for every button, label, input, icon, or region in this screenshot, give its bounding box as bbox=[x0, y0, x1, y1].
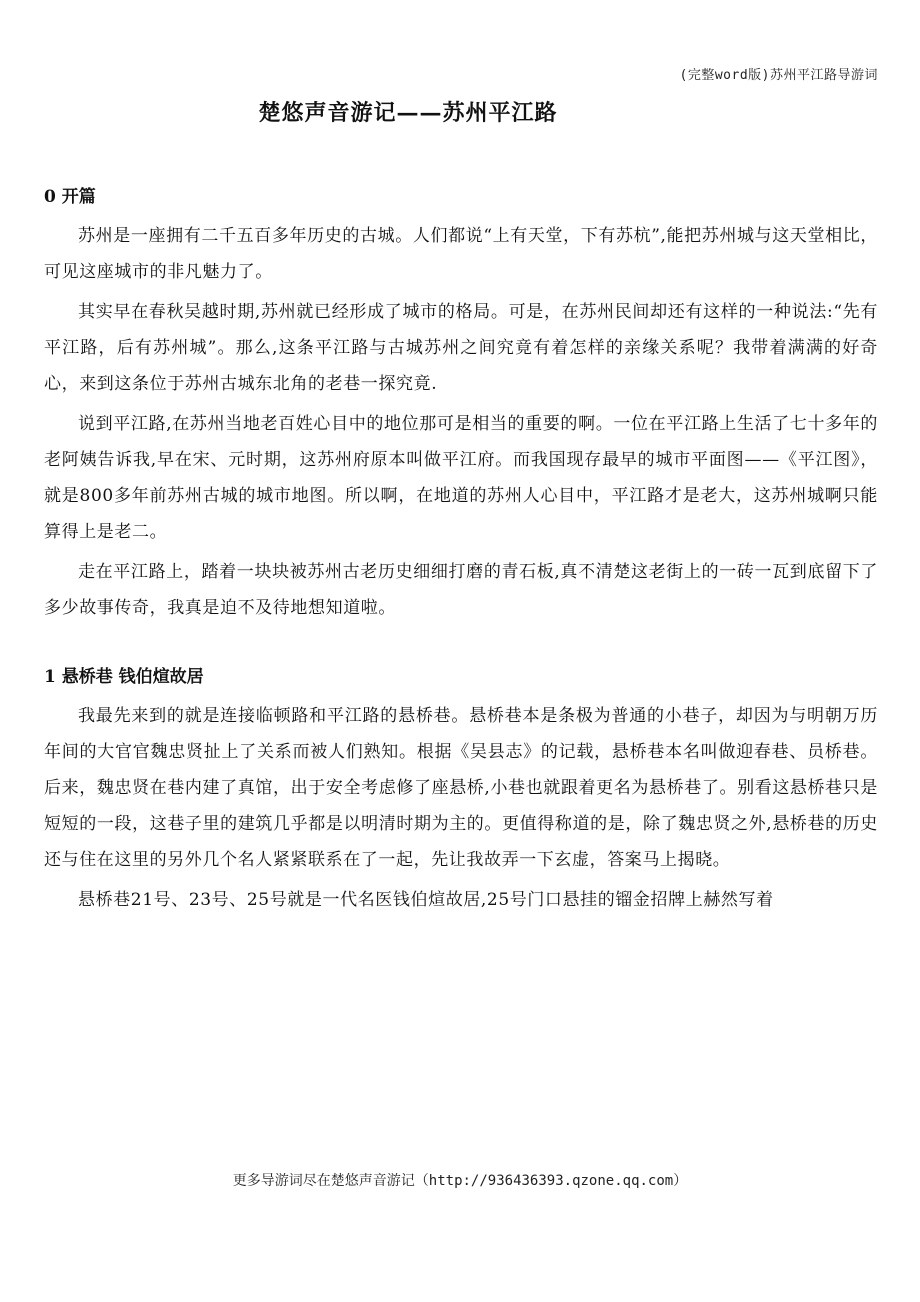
page-header: (完整word版)苏州平江路导游词 bbox=[679, 68, 878, 83]
paragraph: 我最先来到的就是连接临顿路和平江路的悬桥巷。悬桥巷本是条极为普通的小巷子，却因为与明朝万历年间的大官官魏忠贤扯上了关系而被人们熟知。根据《吴县志》的记载，悬桥巷本名叫做迎春巷、员桥巷。后来，魏忠贤在巷内建了真馆，出于安全考虑修了座悬桥,小巷也就跟着更名为悬桥巷了。别看这悬桥巷只是短短的一段，这巷子里的建筑几乎都是以明清时期为主的。更值得称道的是，除了魏忠贤之外,悬桥巷的历史还与住在这里的另外几个名人紧紧联系在了一起，先让我故弄一下玄虚，答案马上揭晓。 bbox=[44, 706, 878, 870]
section-opening bbox=[44, 180, 878, 626]
paragraph: 说到平江路,在苏州当地老百姓心目中的地位那可是相当的重要的啊。一位在平江路上生活了七十多年的老阿姨告诉我,早在宋、元时期，这苏州府原本叫做平江府。而我国现存最早的城市平面图——《平江图》，就是800多年前苏州古城的城市地图。所以啊，在地道的苏州人心目中，平江路才是老大，这苏州城啊只能算得上是老二。 bbox=[44, 414, 878, 542]
section-xuanqiao-lane bbox=[44, 660, 878, 918]
section-heading: 0 开篇 bbox=[44, 187, 96, 207]
document-body bbox=[44, 180, 878, 918]
section-heading: 1 悬桥巷 钱伯煊故居 bbox=[44, 667, 204, 687]
paragraph: 其实早在春秋吴越时期,苏州就已经形成了城市的格局。可是，在苏州民间却还有这样的一种说法:“先有平江路，后有苏州城”。那么,这条平江路与古城苏州之间究竟有着怎样的亲缘关系呢？我带着满满的好奇心，来到这条位于苏州古城东北角的老巷一探究竟. bbox=[44, 302, 878, 394]
page-footer: 更多导游词尽在楚悠声音游记（http://936436393.qzone.qq.com） bbox=[232, 1173, 688, 1189]
document-title: 楚悠声音游记——苏州平江路 bbox=[258, 100, 558, 126]
paragraph: 悬桥巷21号、23号、25号就是一代名医钱伯煊故居,25号门口悬挂的镏金招牌上赫然写着 bbox=[78, 890, 774, 910]
paragraph: 苏州是一座拥有二千五百多年历史的古城。人们都说“上有天堂，下有苏杭”,能把苏州城与这天堂相比，可见这座城市的非凡魅力了。 bbox=[44, 226, 878, 282]
paragraph: 走在平江路上，踏着一块块被苏州古老历史细细打磨的青石板,真不清楚这老街上的一砖一瓦到底留下了多少故事传奇，我真是迫不及待地想知道啦。 bbox=[44, 562, 878, 618]
